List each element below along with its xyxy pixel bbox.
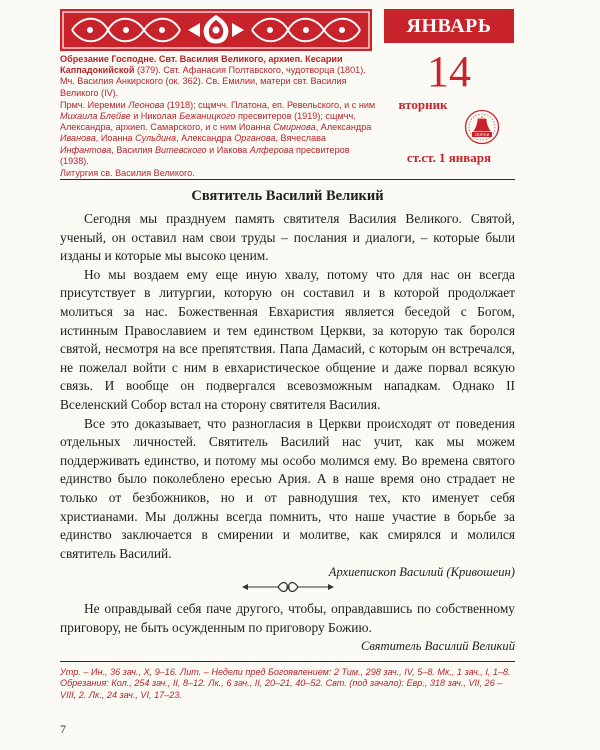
saints-paragraph-1	[60, 54, 378, 99]
text-fragment: , Иоанна	[95, 133, 136, 144]
text-fragment: (1918); сщмчч. Платона, еп. Ревельского, и с ним	[164, 99, 376, 110]
text-fragment: , Вячеслава	[275, 133, 326, 144]
footer-divider	[60, 661, 515, 662]
folk-ornament-icon	[60, 9, 372, 51]
article-paragraph-3: Все это доказывает, что разногласия в Церкви происходят от поведения отдельных личностей. Святитель Василий нас учит, как мы можем поддерживать единство, и потому мы особо молимся ему. Во времена святого единство было поколеблено ересью Ария. А в наше время оно страдает не только от безбожников, но и от равнодушия тех, кто именует себя христианами. Мы должны всегда помнить, что наше участие в борьбе за единство заключается в смирении и молитве, как смирялся и молился святитель Василий.	[60, 415, 515, 561]
surname: Алферова	[249, 144, 294, 155]
scripture-readings: Утр. – Ин., 36 зач., X, 9–16. Лит. – Недели пред Богоявлением: 2 Тим., 298 зач., IV, 5–8. Мк., 1 зач., I, 1–8. Обрезания: Кол., 254 зач., II, 8–12. Лк., 6 зач., II, 20–21, 40–52. Свт. (под зачало): Евр., 318 зач., VII, 26 – VIII, 2. Лк., 24 зач., VI, 17–23.	[60, 667, 511, 700]
quote-block	[60, 600, 515, 656]
text-fragment: и Иакова	[206, 144, 250, 155]
quote-text: Не оправдывай себя паче другого, чтобы, оправдавшись по собственному приговору, не быть осужденным по приговору Божию.	[60, 601, 515, 635]
article-signature: Архиепископ Василий (Кривошеин)	[328, 565, 515, 580]
text-fragment: , Василия	[111, 144, 155, 155]
feast-main: Обрезание Господне. Свт. Василия Великого, архиеп. Кесарии Каппадокийской	[60, 54, 343, 76]
bell-icon	[464, 109, 500, 145]
article-paragraph-2: Но мы воздаем ему еще иную хвалу, потому что для нас он всегда присутствует в литургии, которую он составил и в которой продолжает молиться за нас. Божественная Евхаристия является беседой с Богом, истинным Православием и тем единством Церкви, за которую так боролся святой, несмотря на все препятствия. Папа Дамасий, с которым он встречался, не пожелал войти с ним в евхаристическое общение и даже порвал всякую связь. И вообще он подвергался всевозможным нападкам. Однако II Вселенский Собор встал на сторону святителя Василия.	[60, 266, 515, 412]
saints-commemoration	[60, 54, 378, 180]
ornament-divider-icon	[240, 580, 336, 594]
text-fragment: и Николая	[130, 111, 180, 122]
header-divider	[60, 179, 515, 180]
surname: Смирнова	[273, 122, 316, 133]
old-style-date: ст.ст. 1 января	[406, 150, 492, 165]
bell-label: СВЯТКИ	[474, 133, 490, 137]
surname: Органова	[234, 133, 276, 144]
ornamental-banner	[60, 9, 372, 51]
weekday-label: вторник	[398, 97, 448, 112]
surname: Леонова	[128, 99, 165, 110]
liturgy-note: Литургия св. Василия Великого.	[60, 168, 195, 179]
text-fragment: , Александра	[176, 133, 235, 144]
surname: Инфантова	[60, 144, 112, 155]
page-number: 7	[60, 722, 66, 736]
surname: Михаила Блейве	[60, 111, 131, 122]
article-title: Святитель Василий Великий	[191, 188, 384, 204]
surname: Иванова	[60, 133, 96, 144]
text-fragment: пресвитеров (1938).	[60, 144, 350, 166]
text-fragment: пресвитеров (1919); сщмчч. Александра, архиеп. Самарского, и с ним Иоанна	[60, 111, 356, 133]
text-fragment: , Александра	[315, 122, 372, 133]
saints-paragraph-2	[60, 100, 378, 167]
surname: Бежаницкого	[179, 111, 236, 122]
surname: Витевского	[154, 144, 207, 155]
article-body	[60, 210, 515, 582]
quote-author: Святитель Василий Великий	[360, 639, 515, 654]
article-paragraph-1: Сегодня мы празднуем память святителя Василия Великого. Святой, ученый, он оставил нам свои труды – послания и диалоги, – которые были изданы и которые мы высоко ценим.	[60, 211, 515, 264]
feast-main-rest: (379). Свт. Афанасия Полтавского, чудотворца (1801). Мч. Василия Анкирского (ок. 362). Св. Емилии, матери свт. Василия Великого (IV).	[60, 65, 366, 98]
surname: Сульдина	[135, 133, 177, 144]
month-label: ЯНВАРЬ	[384, 9, 514, 43]
text-fragment: Прмч. Иеремии	[60, 99, 129, 110]
day-number: 14	[427, 47, 471, 96]
date-block	[384, 9, 514, 171]
